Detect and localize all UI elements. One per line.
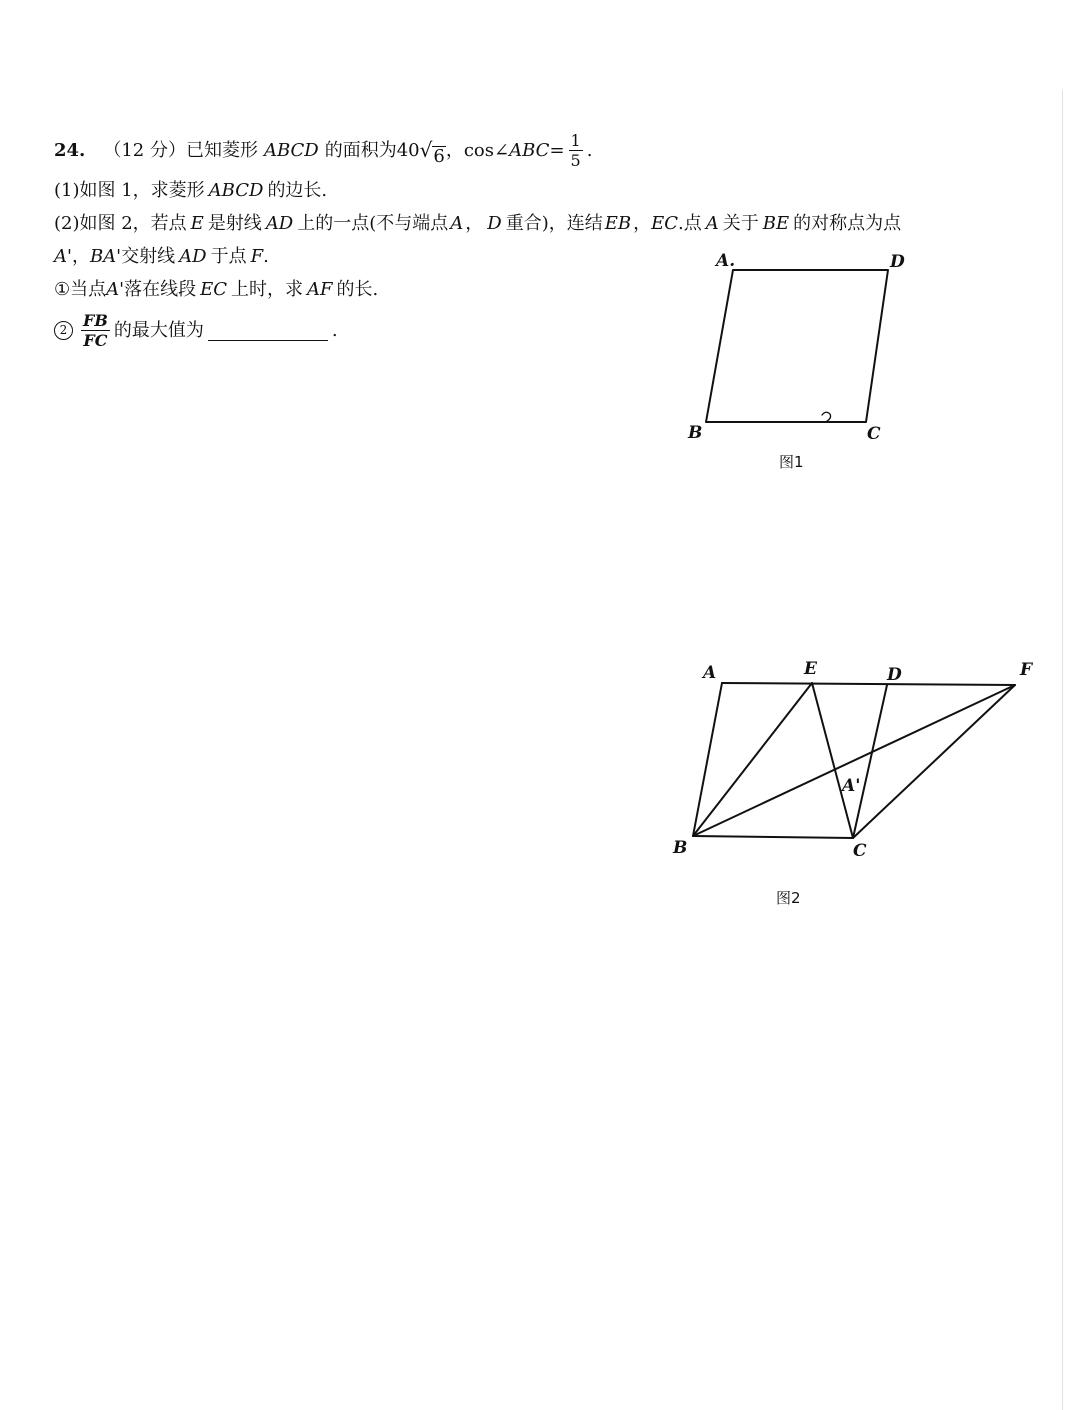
side-ab [693, 683, 722, 836]
area-coefficient: 40 [396, 139, 420, 161]
line-be: BE [762, 213, 790, 234]
pen-mark [822, 412, 831, 421]
sub1-text-3: 上时，求 [231, 279, 304, 300]
fig2-label-f: F [1020, 660, 1033, 680]
segment-be [693, 683, 812, 836]
figure-1 [680, 245, 920, 475]
part2-text-4: 重合)，连结 [505, 213, 603, 234]
period: . [586, 139, 593, 161]
fraction-fb: FB [83, 310, 108, 330]
part2b-text-2: 交射线 [121, 246, 176, 267]
segment-ec-line [812, 683, 853, 838]
segment-bf [693, 685, 1015, 836]
sub1-segment-ec: EC [200, 279, 228, 300]
side-bc [693, 836, 853, 838]
sub2-text-1: 的最大值为 [113, 319, 204, 341]
fig2-label-e: E [804, 659, 817, 679]
segment-ec: EC [651, 213, 679, 234]
part2-text-3: ， [465, 213, 484, 234]
fig1-label-c: C [867, 424, 881, 444]
segment-eb: EB [604, 213, 632, 234]
area-radicand: 6 [433, 145, 445, 167]
ray-ad: AD [265, 213, 294, 234]
fraction-denominator: 5 [570, 150, 581, 170]
question-score: （12 分） [103, 139, 186, 161]
fraction-numerator: 1 [570, 130, 581, 150]
fig2-label-c: C [853, 841, 867, 861]
sub1-text-4: 的长. [336, 279, 379, 300]
fig2-caption: 图2 [776, 889, 801, 907]
part2-text-6: .点 [678, 213, 702, 234]
sub1-text-1: 当点 [70, 279, 107, 300]
sub2-mark: 2 [54, 321, 73, 340]
part2-text-8: 的对称点为点 [793, 213, 902, 234]
rhombus-name: ABCD [263, 139, 319, 161]
sub1-point-a-prime: A' [106, 279, 125, 300]
problem-statement [54, 126, 1014, 174]
sub1-text-2: 落在线段 [124, 279, 197, 300]
sub2-period: . [331, 319, 338, 341]
side-cd [853, 685, 887, 838]
part2b-text-3: 于点 [210, 246, 247, 267]
part2-text-5: ， [633, 213, 652, 234]
fig2-label-b: B [673, 838, 688, 858]
part1-prefix: (1)如图 1，求菱形 [54, 180, 205, 201]
part2b-text-4: . [263, 246, 269, 267]
fb-over-fc-fraction [81, 311, 110, 350]
point-e: E [190, 213, 204, 234]
part2-text-1: 是射线 [207, 213, 262, 234]
fig1-label-d: D [890, 252, 905, 272]
figure-2 [665, 655, 1050, 915]
part2-text-7: 关于 [722, 213, 759, 234]
sub1-mark: ① [54, 279, 71, 300]
radical-sign: √ [419, 137, 433, 162]
part1-rhombus-name: ABCD [208, 180, 264, 201]
segment-cf [853, 685, 1015, 838]
ray-ad-line [722, 683, 1015, 685]
angle-name: ABC [509, 139, 550, 161]
part2-prefix: (2)如图 2，若点 [54, 213, 187, 234]
point-f: F [250, 246, 264, 267]
area-text: 的面积为 [324, 139, 397, 161]
cos-text: cos∠ [463, 139, 510, 161]
point-a-prime: A' [54, 246, 72, 267]
point-a: A [450, 213, 464, 234]
part2b-text-1: ， [71, 246, 90, 267]
part-2 [54, 207, 1014, 240]
fig1-label-b: B [688, 423, 703, 443]
fig2-label-d: D [887, 665, 902, 685]
ray-ad-2: AD [179, 246, 207, 267]
cos-fraction [569, 131, 583, 170]
fig1-label-a: A. [716, 251, 736, 271]
rhombus-abcd [706, 270, 888, 422]
comma: ， [445, 139, 464, 161]
point-a-2: A [705, 213, 719, 234]
intro-text: 已知菱形 [185, 139, 258, 161]
fig1-caption: 图1 [779, 453, 804, 471]
sqrt-expression [420, 134, 446, 167]
page-edge [1062, 90, 1063, 1410]
equals-sign: = [549, 139, 565, 161]
point-d: D [487, 213, 502, 234]
fig2-label-a-prime: A' [842, 776, 861, 796]
answer-blank[interactable] [208, 320, 328, 341]
ray-ba-prime: BA' [89, 246, 122, 267]
part-1 [54, 174, 1014, 207]
part1-suffix: 的边长. [267, 180, 328, 201]
question-number: 24. [54, 139, 86, 161]
sub1-segment-af: AF [307, 279, 333, 300]
part2-text-2: 上的一点(不与端点 [297, 213, 449, 234]
fraction-fc: FC [83, 330, 108, 350]
fig2-label-a: A [703, 663, 717, 683]
